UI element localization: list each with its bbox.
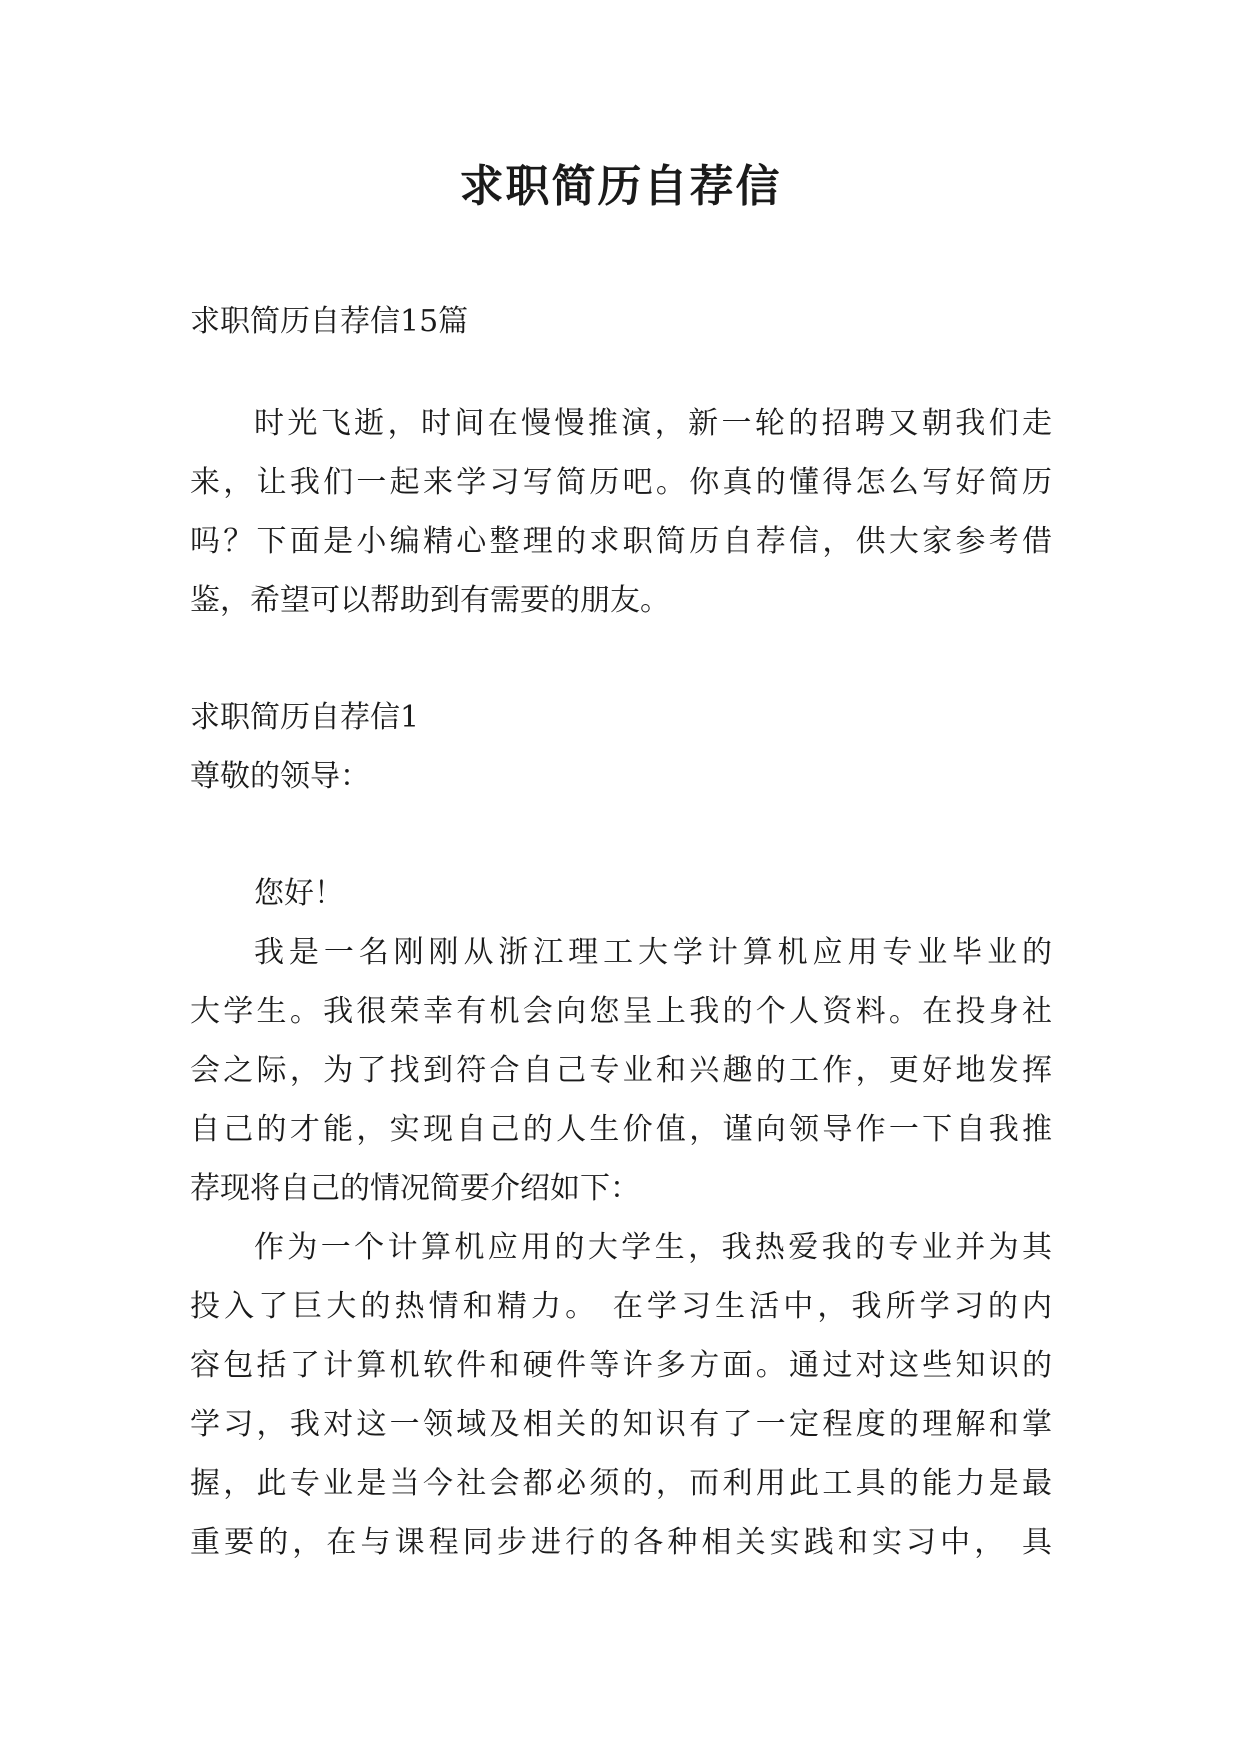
document-body bbox=[190, 292, 1052, 1572]
paragraph-line: 容包括了计算机软件和硬件等许多方面。通过对这些知识的 bbox=[190, 1348, 1052, 1383]
paragraph-line: 学习，我对这一领域及相关的知识有了一定程度的理解和掌 bbox=[190, 1407, 1052, 1442]
document-title: 求职简历自荐信 bbox=[459, 161, 782, 212]
paragraph-line: 握，此专业是当今社会都必须的，而利用此工具的能力是最 bbox=[190, 1466, 1052, 1501]
paragraph-line: 会之际，为了找到符合自己专业和兴趣的工作，更好地发挥 bbox=[190, 1053, 1052, 1088]
greeting: 您好！ bbox=[254, 876, 344, 911]
paragraph-line: 我是一名刚刚从浙江理工大学计算机应用专业毕业的 bbox=[254, 935, 1052, 970]
intro-line: 鉴，希望可以帮助到有需要的朋友。 bbox=[190, 583, 670, 618]
intro-line: 时光飞逝，时间在慢慢推演，新一轮的招聘又朝我们走 bbox=[254, 406, 1052, 441]
document-subtitle: 求职简历自荐信15篇 bbox=[190, 304, 469, 339]
paragraph-line: 作为一个计算机应用的大学生，我热爱我的专业并为其 bbox=[254, 1230, 1052, 1265]
intro-line: 来，让我们一起来学习写简历吧。你真的懂得怎么写好简历 bbox=[190, 465, 1052, 500]
intro-paragraph bbox=[190, 394, 1052, 630]
letter-header bbox=[190, 688, 1052, 806]
salutation: 尊敬的领导： bbox=[190, 759, 370, 794]
paragraph-line: 重要的，在与课程同步进行的各种相关实践和实习中， 具 bbox=[190, 1525, 1052, 1560]
paragraph-line: 荐现将自己的情况简要介绍如下： bbox=[190, 1171, 640, 1206]
intro-line: 吗？下面是小编精心整理的求职简历自荐信，供大家参考借 bbox=[190, 524, 1052, 559]
letter-heading: 求职简历自荐信1 bbox=[190, 700, 420, 735]
paragraph-line: 大学生。我很荣幸有机会向您呈上我的个人资料。在投身社 bbox=[190, 994, 1052, 1029]
paragraph-line: 投入了巨大的热情和精力。 在学习生活中，我所学习的内 bbox=[190, 1289, 1052, 1324]
letter-body bbox=[190, 864, 1052, 1572]
paragraph-line: 自己的才能，实现自己的人生价值，谨向领导作一下自我推 bbox=[190, 1112, 1052, 1147]
